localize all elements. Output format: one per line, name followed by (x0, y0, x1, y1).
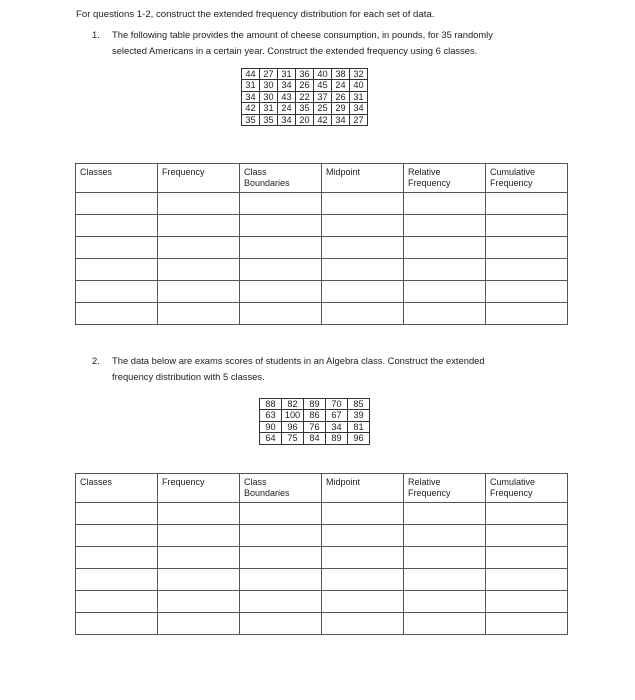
column-header-label: Frequency (408, 178, 451, 188)
answer-cell[interactable] (486, 237, 568, 259)
table-row (76, 591, 568, 613)
data-row (260, 421, 370, 432)
frequency-table-1-header (76, 164, 568, 193)
answer-cell[interactable] (158, 547, 240, 569)
data-cell: 34 (350, 103, 368, 114)
data-cell: 42 (314, 114, 332, 125)
answer-cell[interactable] (404, 525, 486, 547)
answer-cell[interactable] (404, 281, 486, 303)
column-header-label: Frequency (490, 178, 533, 188)
answer-cell[interactable] (240, 503, 322, 525)
answer-cell[interactable] (158, 613, 240, 635)
answer-cell[interactable] (322, 503, 404, 525)
answer-cell[interactable] (158, 503, 240, 525)
data-cell: 32 (350, 69, 368, 80)
data-cell: 35 (260, 114, 278, 125)
cheese-data-table (241, 68, 368, 126)
data-cell: 82 (282, 399, 304, 410)
data-cell: 35 (242, 114, 260, 125)
answer-cell[interactable] (240, 569, 322, 591)
answer-cell[interactable] (404, 613, 486, 635)
answer-cell[interactable] (240, 259, 322, 281)
data-cell: 25 (314, 103, 332, 114)
data-cell: 85 (348, 399, 370, 410)
question-2 (92, 353, 572, 385)
answer-cell[interactable] (158, 303, 240, 325)
table-row (76, 569, 568, 591)
column-header-label: Frequency (408, 488, 451, 498)
table-row (76, 259, 568, 281)
frequency-table-1 (75, 163, 568, 325)
instructions: For questions 1-2, construct the extended frequency distribution for each set of data. (76, 9, 435, 20)
data-cell: 37 (314, 91, 332, 102)
data-cell: 36 (296, 69, 314, 80)
table-row (76, 547, 568, 569)
column-header (322, 474, 404, 503)
data-cell: 34 (278, 80, 296, 91)
data-cell: 44 (242, 69, 260, 80)
answer-cell[interactable] (158, 193, 240, 215)
answer-cell[interactable] (322, 303, 404, 325)
answer-cell[interactable] (76, 569, 158, 591)
data-cell: 63 (260, 410, 282, 421)
table-row (76, 525, 568, 547)
table-row (76, 281, 568, 303)
answer-cell[interactable] (404, 569, 486, 591)
column-header-label: Boundaries (244, 178, 290, 188)
answer-cell[interactable] (76, 547, 158, 569)
column-header-label: Midpoint (326, 167, 361, 177)
answer-cell[interactable] (322, 547, 404, 569)
data-cell: 31 (260, 103, 278, 114)
answer-cell[interactable] (158, 591, 240, 613)
answer-cell[interactable] (76, 259, 158, 281)
data-cell: 34 (326, 421, 348, 432)
question-1-number: 1. (92, 29, 100, 40)
data-cell: 27 (350, 114, 368, 125)
data-cell: 75 (282, 433, 304, 444)
answer-cell[interactable] (240, 303, 322, 325)
data-row (242, 69, 368, 80)
data-cell: 24 (332, 80, 350, 91)
data-row (242, 114, 368, 125)
data-cell: 29 (332, 103, 350, 114)
table-row (76, 503, 568, 525)
data-cell: 96 (282, 421, 304, 432)
answer-cell[interactable] (322, 259, 404, 281)
answer-cell[interactable] (486, 215, 568, 237)
column-header (404, 164, 486, 193)
answer-cell[interactable] (240, 591, 322, 613)
answer-cell[interactable] (404, 303, 486, 325)
question-2-number: 2. (92, 355, 100, 366)
frequency-table-2-header (76, 474, 568, 503)
column-header (240, 474, 322, 503)
data-row (260, 410, 370, 421)
data-cell: 38 (332, 69, 350, 80)
table-row (76, 193, 568, 215)
data-cell: 76 (304, 421, 326, 432)
column-header (76, 164, 158, 193)
data-cell: 96 (348, 433, 370, 444)
answer-cell[interactable] (486, 591, 568, 613)
answer-cell[interactable] (486, 547, 568, 569)
question-2-line-1: The data below are exams scores of students in an Algebra class. Construct the extended (112, 355, 485, 366)
column-header-label: Class (244, 167, 267, 177)
column-header (240, 164, 322, 193)
data-cell: 34 (278, 114, 296, 125)
data-cell: 31 (278, 69, 296, 80)
data-cell: 35 (296, 103, 314, 114)
question-1 (92, 27, 572, 59)
answer-cell[interactable] (76, 613, 158, 635)
column-header-label: Frequency (162, 167, 205, 177)
data-cell: 45 (314, 80, 332, 91)
answer-cell[interactable] (486, 569, 568, 591)
column-header (404, 474, 486, 503)
column-header-label: Midpoint (326, 477, 361, 487)
column-header (486, 474, 568, 503)
data-row (260, 433, 370, 444)
table-row (76, 237, 568, 259)
data-cell: 40 (350, 80, 368, 91)
data-cell: 100 (282, 410, 304, 421)
column-header-label: Relative (408, 167, 441, 177)
answer-cell[interactable] (240, 547, 322, 569)
answer-cell[interactable] (322, 215, 404, 237)
data-cell: 89 (326, 433, 348, 444)
column-header (158, 474, 240, 503)
answer-cell[interactable] (404, 193, 486, 215)
answer-cell[interactable] (322, 525, 404, 547)
answer-cell[interactable] (322, 193, 404, 215)
answer-cell[interactable] (404, 237, 486, 259)
answer-cell[interactable] (158, 281, 240, 303)
answer-cell[interactable] (158, 259, 240, 281)
data-cell: 88 (260, 399, 282, 410)
answer-cell[interactable] (240, 215, 322, 237)
data-cell: 64 (260, 433, 282, 444)
answer-cell[interactable] (486, 525, 568, 547)
frequency-table-2 (75, 473, 568, 635)
data-row (242, 80, 368, 91)
answer-cell[interactable] (322, 569, 404, 591)
answer-cell[interactable] (486, 503, 568, 525)
answer-cell[interactable] (486, 259, 568, 281)
answer-cell[interactable] (240, 193, 322, 215)
answer-cell[interactable] (76, 237, 158, 259)
data-cell: 90 (260, 421, 282, 432)
data-cell: 86 (304, 410, 326, 421)
answer-cell[interactable] (486, 613, 568, 635)
answer-cell[interactable] (486, 193, 568, 215)
data-cell: 43 (278, 91, 296, 102)
answer-cell[interactable] (322, 591, 404, 613)
answer-cell[interactable] (158, 215, 240, 237)
data-cell: 67 (326, 410, 348, 421)
data-cell: 20 (296, 114, 314, 125)
data-row (242, 103, 368, 114)
answer-cell[interactable] (76, 281, 158, 303)
table-row (76, 215, 568, 237)
answer-cell[interactable] (322, 237, 404, 259)
answer-cell[interactable] (158, 237, 240, 259)
column-header (486, 164, 568, 193)
column-header-label: Relative (408, 477, 441, 487)
column-header-label: Cumulative (490, 477, 536, 487)
answer-cell[interactable] (240, 281, 322, 303)
answer-cell[interactable] (240, 237, 322, 259)
answer-cell[interactable] (158, 569, 240, 591)
answer-cell[interactable] (404, 547, 486, 569)
data-cell: 40 (314, 69, 332, 80)
column-header-label: Frequency (490, 488, 533, 498)
answer-cell[interactable] (404, 215, 486, 237)
column-header-label: Class (244, 477, 267, 487)
column-header (158, 164, 240, 193)
data-cell: 22 (296, 91, 314, 102)
data-cell: 26 (332, 91, 350, 102)
answer-cell[interactable] (158, 525, 240, 547)
table-row (76, 303, 568, 325)
answer-cell[interactable] (240, 613, 322, 635)
data-cell: 27 (260, 69, 278, 80)
question-1-line-1: The following table provides the amount of cheese consumption, in pounds, for 35 randomly (112, 29, 493, 40)
table-row (76, 613, 568, 635)
column-header (322, 164, 404, 193)
data-cell: 34 (242, 91, 260, 102)
answer-cell[interactable] (76, 215, 158, 237)
data-cell: 31 (242, 80, 260, 91)
answer-cell[interactable] (76, 525, 158, 547)
answer-cell[interactable] (486, 303, 568, 325)
data-cell: 70 (326, 399, 348, 410)
column-header-label: Boundaries (244, 488, 290, 498)
answer-cell[interactable] (76, 591, 158, 613)
answer-cell[interactable] (404, 503, 486, 525)
data-cell: 30 (260, 80, 278, 91)
data-cell: 26 (296, 80, 314, 91)
answer-cell[interactable] (404, 259, 486, 281)
data-cell: 81 (348, 421, 370, 432)
data-row (260, 399, 370, 410)
answer-cell[interactable] (76, 503, 158, 525)
column-header-label: Cumulative (490, 167, 536, 177)
answer-cell[interactable] (322, 613, 404, 635)
data-row (242, 91, 368, 102)
question-1-line-2: selected Americans in a certain year. Construct the extended frequency using 6 classes. (112, 45, 478, 56)
data-cell: 30 (260, 91, 278, 102)
column-header-label: Classes (80, 167, 113, 177)
question-2-line-2: frequency distribution with 5 classes. (112, 371, 265, 382)
answer-cell[interactable] (404, 591, 486, 613)
answer-cell[interactable] (76, 303, 158, 325)
column-header-label: Frequency (162, 477, 205, 487)
answer-cell[interactable] (240, 525, 322, 547)
data-cell: 39 (348, 410, 370, 421)
answer-cell[interactable] (76, 193, 158, 215)
data-cell: 84 (304, 433, 326, 444)
data-cell: 31 (350, 91, 368, 102)
data-cell: 89 (304, 399, 326, 410)
answer-cell[interactable] (486, 281, 568, 303)
algebra-scores-table (259, 398, 370, 445)
data-cell: 34 (332, 114, 350, 125)
column-header-label: Classes (80, 477, 113, 487)
data-cell: 42 (242, 103, 260, 114)
answer-cell[interactable] (322, 281, 404, 303)
data-cell: 24 (278, 103, 296, 114)
column-header (76, 474, 158, 503)
